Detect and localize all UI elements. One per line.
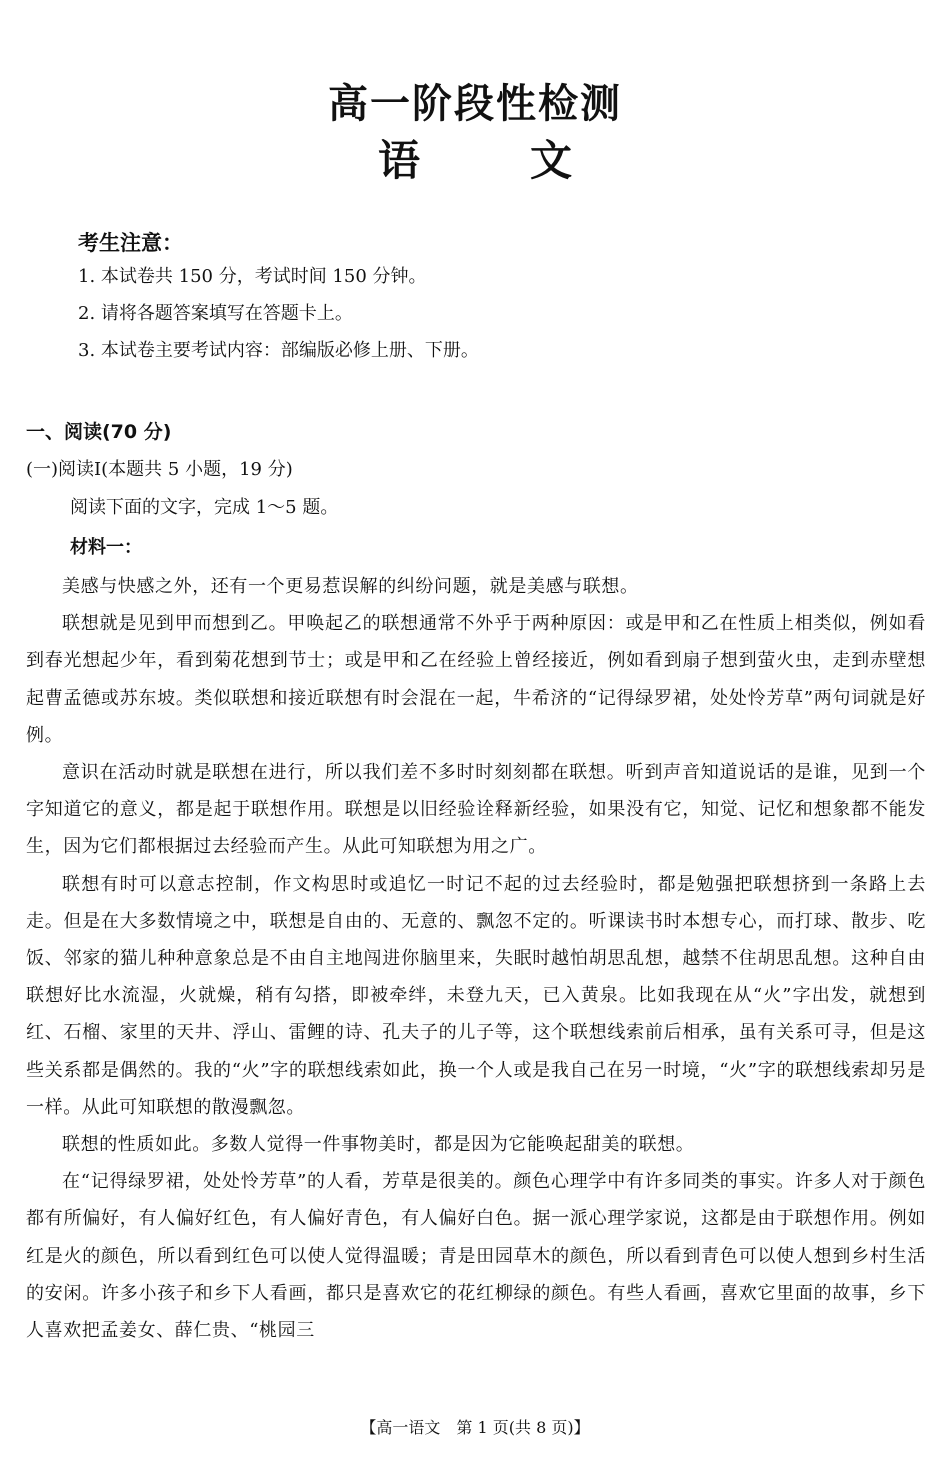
material-article [26, 568, 926, 1349]
article-paragraph: 意识在活动时就是联想在进行，所以我们差不多时时刻刻都在联想。听到声音知道说话的是谁，见到一个字知道它的意义，都是起于联想作用。联想是以旧经验诠释新经验，如果没有它，知觉、记忆和想象都不能发生，因为它们都根据过去经验而产生。从此可知联想为用之广。 [26, 762, 926, 858]
page-footer: 【高一语文 第 1 页(共 8 页)】 [360, 1418, 590, 1437]
exam-title: 高一阶段性检测 [328, 81, 622, 127]
material-label: 材料一： [70, 537, 142, 558]
subject-title-right: 文 [530, 136, 573, 185]
notice-item-2: 2. 请将各题答案填写在答题卡上。 [78, 303, 353, 324]
reading-instruction: 阅读下面的文字，完成 1～5 题。 [70, 497, 339, 518]
candidate-notice [78, 228, 898, 369]
article-paragraph: 在“记得绿罗裙，处处怜芳草”的人看，芳草是很美的。颜色心理学中有许多同类的事实。许多人对于颜色都有所偏好，有人偏好红色，有人偏好青色，有人偏好白色。据一派心理学家说，这都是由于联想作用。例如红是火的颜色，所以看到红色可以使人觉得温暖；青是田园草木的颜色，所以看到青色可以使人想到乡村生活的安闲。许多小孩子和乡下人看画，都只是喜欢它的花红柳绿的颜色。有些人看画，喜欢它里面的故事，乡下人喜欢把孟姜女、薛仁贵、“桃园三 [26, 1171, 926, 1342]
article-paragraph: 联想就是见到甲而想到乙。甲唤起乙的联想通常不外乎于两种原因：或是甲和乙在性质上相类似，例如看到春光想起少年，看到菊花想到节士；或是甲和乙在经验上曾经接近，例如看到扇子想到萤火虫，走到赤壁想起曹孟德或苏东坡。类似联想和接近联想有时会混在一起，牛希济的“记得绿罗裙，处处怜芳草”两句词就是好例。 [26, 613, 926, 746]
notice-item-1: 1. 本试卷共 150 分，考试时间 150 分钟。 [78, 266, 427, 287]
article-paragraph: 美感与快感之外，还有一个更易惹误解的纠纷问题，就是美感与联想。 [62, 576, 639, 597]
subject-title [0, 128, 950, 188]
article-paragraph: 联想有时可以意志控制，作文构思时或追忆一时记不起的过去经验时，都是勉强把联想挤到一条路上去走。但是在大多数情境之中，联想是自由的、无意的、飘忽不定的。听课读书时本想专心，而打球、散步、吃饭、邻家的猫儿种种意象总是不由自主地闯进你脑里来，失眠时越怕胡思乱想，越禁不住胡思乱想。这种自由联想好比水流湿，火就燥，稍有勾搭，即被牵绊，未登九天，已入黄泉。比如我现在从“火”字出发，就想到红、石榴、家里的天井、浮山、雷鲤的诗、孔夫子的儿子等，这个联想线索前后相承，虽有关系可寻，但是这些关系都是偶然的。我的“火”字的联想线索如此，换一个人或是我自己在另一时境，“火”字的联想线索却另是一样。从此可知联想的散漫飘忽。 [26, 873, 926, 1118]
subject-title-left: 语 [377, 136, 420, 185]
notice-heading: 考生注意： [78, 231, 183, 255]
subsection-heading: (一)阅读Ⅰ(本题共 5 小题，19 分) [26, 459, 293, 480]
article-paragraph: 联想的性质如此。多数人觉得一件事物美时，都是因为它能唤起甜美的联想。 [62, 1134, 695, 1156]
notice-item-3: 3. 本试卷主要考试内容：部编版必修上册、下册。 [78, 340, 479, 361]
section-heading: 一、阅读(70 分) [26, 421, 172, 443]
